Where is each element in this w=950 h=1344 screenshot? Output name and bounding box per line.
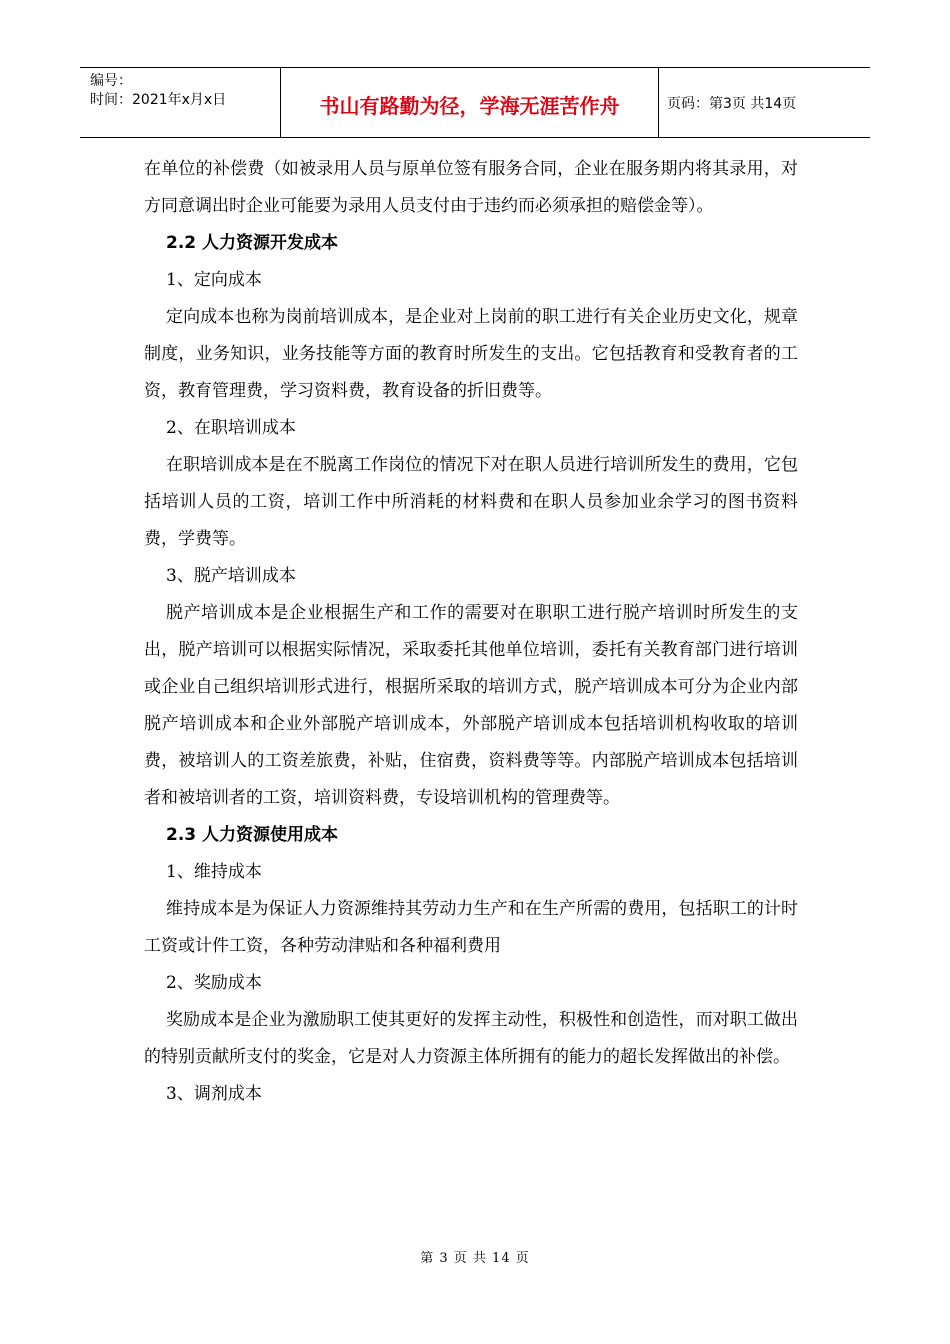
body-paragraph: 1、定向成本 xyxy=(166,270,262,290)
body-paragraph: 在单位的补偿费（如被录用人员与原单位签有服务合同，企业在服务期内将其录用，对方同意调出时企业可能要为录用人员支付由于违约而必须承担的赔偿金等）。 xyxy=(144,159,798,216)
body-paragraph: 2、在职培训成本 xyxy=(166,418,296,438)
document-date: 时间：2021年x月x日 xyxy=(90,92,227,108)
document-body xyxy=(144,151,798,1113)
page-header xyxy=(80,67,870,138)
body-paragraph: 3、调剂成本 xyxy=(166,1084,262,1104)
body-paragraph: 1、维持成本 xyxy=(166,862,262,882)
page-footer: 第 3 页 共 14 页 xyxy=(420,1251,530,1266)
body-paragraph: 维持成本是为保证人力资源维持其劳动力生产和在生产所需的费用，包括职工的计时工资或计件工资，各种劳动津贴和各种福利费用 xyxy=(144,899,798,956)
section-heading: 2.3 人力资源使用成本 xyxy=(166,825,339,845)
body-paragraph: 2、奖励成本 xyxy=(166,973,262,993)
header-motto: 书山有路勤为径，学海无涯苦作舟 xyxy=(319,94,620,118)
body-paragraph: 脱产培训成本是企业根据生产和工作的需要对在职职工进行脱产培训时所发生的支出，脱产培训可以根据实际情况，采取委托其他单位培训，委托有关教育部门进行培训或企业自己组织培训形式进行，根据所采取的培训方式，脱产培训成本可分为企业内部脱产培训成本和企业外部脱产培训成本，外部脱产培训成本包括培训机构收取的培训费，被培训人的工资差旅费，补贴，住宿费，资料费等等。内部脱产培训成本包括培训者和被培训者的工资，培训资料费，专设培训机构的管理费等。 xyxy=(144,603,798,808)
section-heading: 2.2 人力资源开发成本 xyxy=(166,233,339,253)
body-paragraph: 奖励成本是企业为激励职工使其更好的发挥主动性，积极性和创造性，而对职工做出的特别贡献所支付的奖金，它是对人力资源主体所拥有的能力的超长发挥做出的补偿。 xyxy=(144,1010,798,1067)
header-motto-cell xyxy=(281,68,659,137)
header-meta xyxy=(80,68,281,137)
body-paragraph: 定向成本也称为岗前培训成本，是企业对上岗前的职工进行有关企业历史文化，规章制度，业务知识，业务技能等方面的教育时所发生的支出。它包括教育和受教育者的工资，教育管理费，学习资料费，教育设备的折旧费等。 xyxy=(144,307,798,401)
body-paragraph: 在职培训成本是在不脱离工作岗位的情况下对在职人员进行培训所发生的费用，它包括培训人员的工资，培训工作中所消耗的材料费和在职人员参加业余学习的图书资料费，学费等。 xyxy=(144,455,798,549)
document-number-label: 编号： xyxy=(90,73,132,89)
body-paragraph: 3、脱产培训成本 xyxy=(166,566,296,586)
header-page-info: 页码：第3页 共14页 xyxy=(667,95,797,112)
